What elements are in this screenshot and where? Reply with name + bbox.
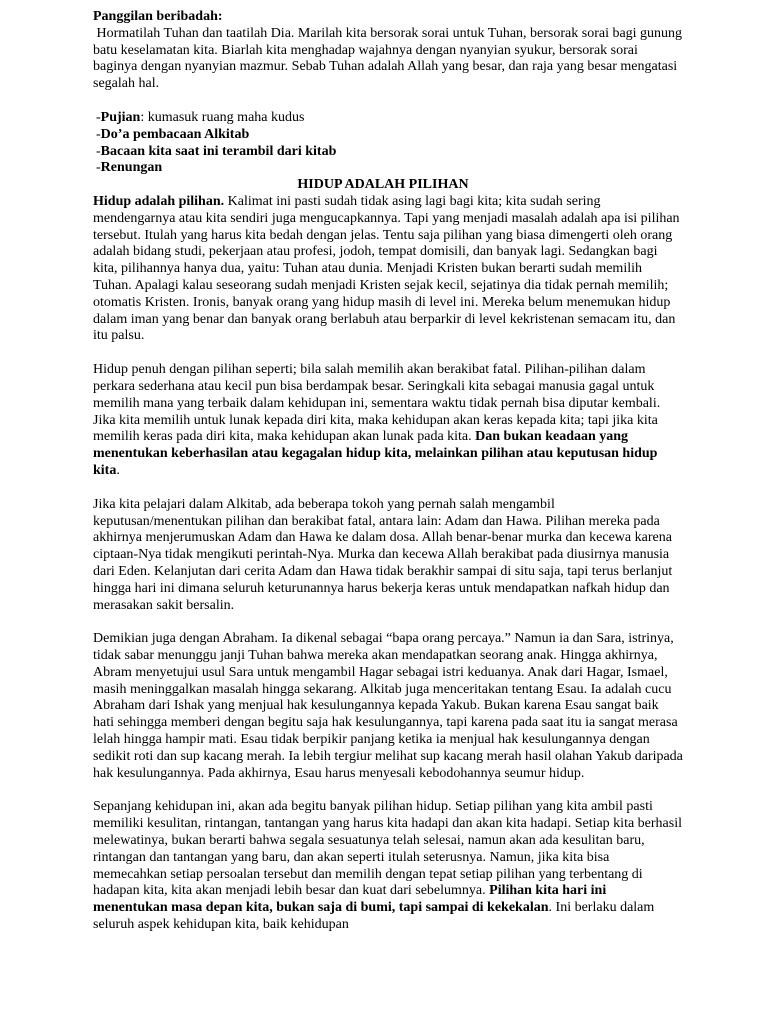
sermon-paragraph-4: Demikian juga dengan Abraham. Ia dikenal sebagai “bapa orang percaya.” Namun ia dan Sara, istrinya, tidak sabar menunggu janji Tuhan bahwa mereka akan mendapatkan seorang anak. Hingga akhirnya, Abram menyetujui usul Sara untuk mengambil Hagar sebagai istri keduanya. Anak dari Hagar, Ismael, masih meninggalkan masalah hingga sekarang. Alkitab juga menceritakan tentang Esau. Ia adalah cucu Abraham dari Ishak yang menjual hak kesulungannya kepada Yakub. Bukan karena Esau sangat baik hati sehingga memberi dengan begitu saja hak kesulungannya, tapi karena pada saat itu ia sangat merasa lelah hingga hampir mati. Esau tidak berpikir panjang ketika ia menjual hak kesulungannya dengan sedikit roti dan sup kacang merah. Ia lebih tergiur melihat sup kacang merah hasil olahan Yakub daripada hak kesulungannya. Pada akhirnya, Esau harus menyesali kebodohannya seumur hidup. bbox=[93, 631, 683, 781]
worship-order-list bbox=[93, 110, 683, 177]
sermon-paragraph-5: Sepanjang kehidupan ini, akan ada begitu banyak pilihan hidup. Setiap pilihan yang kita ambil pasti memiliki kesulitan, rintangan, tantangan yang harus kita hadapi dan akan kita hadapi. Setiap kita berhasil melewatinya, bukan berarti bahwa segala sesuatunya telah selesai, namun akan ada kesulitan baru, rintangan dan tantangan yang baru, dan akan seperti itulah seterusnya. Namun, jika kita bisa memecahkan setiap persoalan tersebut dan memilih dengan tepat setiap pilihan yang terbentang di hadapan kita, kita akan menjadi lebih besar dan kuat dari sebelumnya. Pilihan kita hari ini menentukan masa depan kita, bukan saja di bumi, tapi sampai di kekekalan. Ini berlaku dalam seluruh aspek kehidupan kita, baik kehidupan bbox=[93, 799, 682, 933]
sermon-paragraph-2: Hidup penuh dengan pilihan seperti; bila salah memilih akan berakibat fatal. Pilihan-pilihan dalam perkara sederhana atau kecil pun bisa berdampak besar. Seringkali kita sebagai manusia gagal untuk memilih mana yang terbaik dalam kehidupan ini, sementara waktu tidak pernah bisa diputar kembali. Jika kita memilih untuk lunak kepada diri kita, maka kehidupan akan keras kepada kita; tapi jika kita memilih keras pada diri kita, maka kehidupan akan lunak pada kita. Dan bukan keadaan yang menentukan keberhasilan atau kegagalan hidup kita, melainkan pilihan atau keputusan hidup kita. bbox=[93, 362, 661, 478]
order-item-renungan: -Renungan bbox=[96, 160, 163, 176]
call-heading: Panggilan beribadah: bbox=[93, 9, 223, 24]
call-text: Hormatilah Tuhan dan taatilah Dia. Marilah kita bersorak sorai untuk Tuhan, bersorak sorai bagi gunung batu keselamatan kita. Biarlah kita menghadap wajahnya dengan nyanyian syukur, bersorak sorai baginya dengan nyanyian mazmur. Sebab Tuhan adalah Allah yang besar, dan raja yang besar mengatasi segalah hal. bbox=[93, 25, 683, 92]
order-item-doa: -Do’a pembacaan Alkitab bbox=[96, 126, 250, 142]
call-to-worship bbox=[93, 9, 683, 93]
order-item-pujian: -Pujian: kumasuk ruang maha kudus bbox=[96, 109, 305, 125]
order-item-bacaan: -Bacaan kita saat ini terambil dari kitab bbox=[96, 143, 337, 159]
sermon-paragraph-1: Hidup adalah pilihan. Kalimat ini pasti sudah tidak asing lagi bagi kita; kita sudah sering mendengarnya atau kita sendiri juga mengucapkannya. Tapi yang menjadi masalah adalah apa isi pilihan tersebut. Itulah yang harus kita bedah dengan jelas. Tentu saja pilihan yang biasa dimengerti oleh orang adalah bidang studi, pekerjaan atau profesi, jodoh, tempat domisili, dan banyak lagi. Sedangkan bagi kita, pilihannya hanya dua, yaitu: Tuhan atau dunia. Menjadi Kristen bukan berarti sudah memilih Tuhan. Apalagi kalau seseorang sudah menjadi Kristen sejak kecil, sejatinya dia tidak pernah memilih; otomatis Kristen. Ironis, banyak orang yang hidup masih di level ini. Mereka belum menemukan hidup dalam iman yang benar dan banyak orang berlabuh atau berparkir di level kekristenan semacam itu, dan itu palsu. bbox=[93, 193, 680, 344]
document-page bbox=[93, 9, 683, 934]
sermon-title: HIDUP ADALAH PILIHAN bbox=[297, 177, 469, 193]
sermon-paragraph-3: Jika kita pelajari dalam Alkitab, ada beberapa tokoh yang pernah salah mengambil keputusan/menentukan pilihan dan berakibat fatal, antara lain: Adam dan Hawa. Pilihan mereka pada akhirnya menjerumuskan Adam dan Hawa ke dalam dosa. Allah benar-benar murka dan kecewa karena ciptaan-Nya tidak mengikuti perintah-Nya. Murka dan kecewa Allah berakibat pada diusirnya manusia dari Eden. Kelanjutan dari cerita Adam dan Hawa tidak berakhir sampai di situ saja, tapi terus berlanjut hingga hari ini dimana seluruh keturunannya harus bekerja keras untuk mendapatkan nafkah hidup dan merasakan sakit bersalin. bbox=[93, 496, 673, 613]
